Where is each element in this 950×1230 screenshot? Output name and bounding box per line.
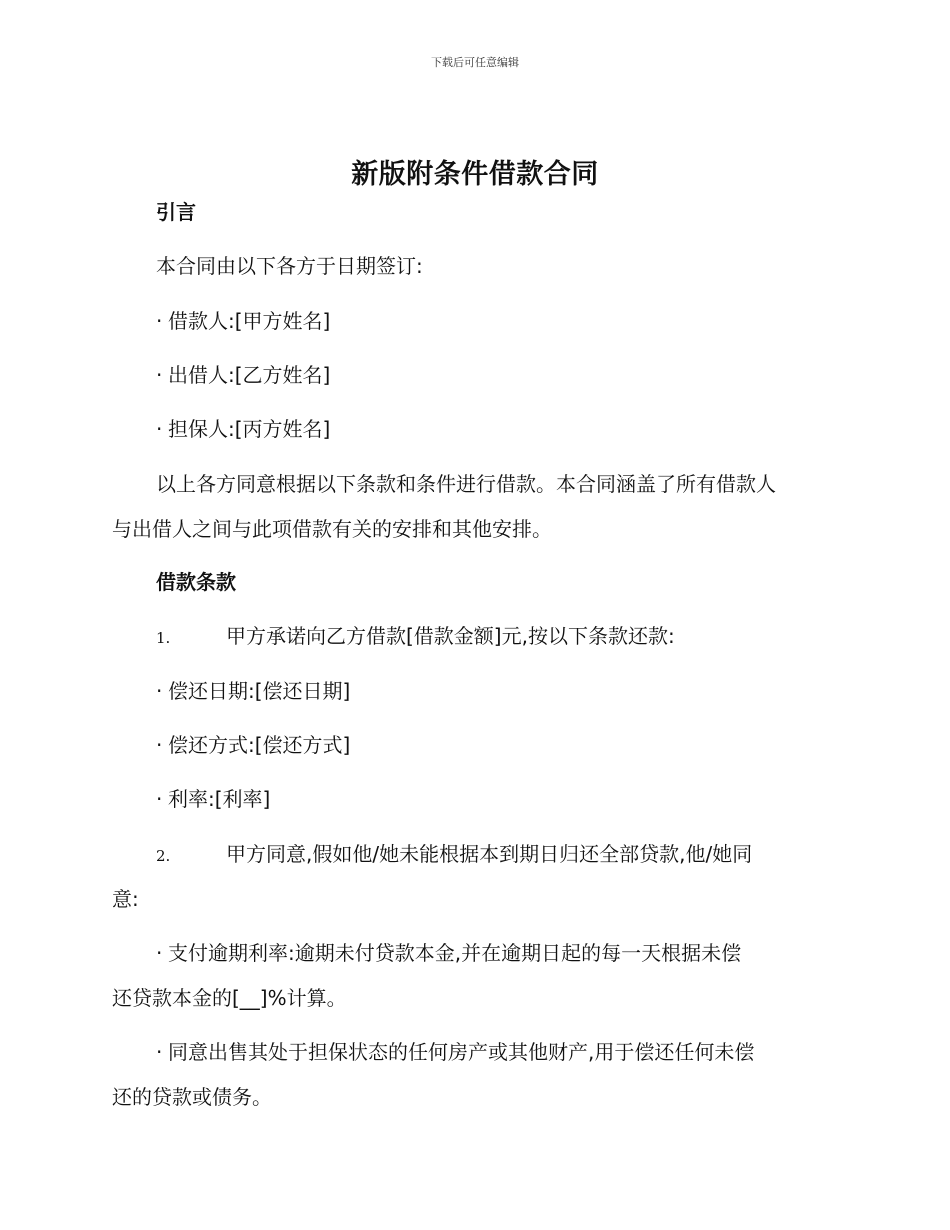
item-text: 偿还日期:[偿还日期] <box>168 679 351 703</box>
agreement-paragraph-line1: 以上各方同意根据以下条款和条件进行借款。本合同涵盖了所有借款人 <box>156 472 776 496</box>
bullet-icon: · <box>156 417 163 441</box>
clause-2-item-sell-line2: 还的贷款或债务。 <box>112 1085 272 1109</box>
intro-opening: 本合同由以下各方于日期签订: <box>156 254 423 278</box>
bullet-icon: · <box>156 1040 163 1064</box>
bullet-icon: · <box>156 733 163 757</box>
party-text: 担保人:[丙方姓名] <box>168 417 331 441</box>
section-heading-terms: 借款条款 <box>156 570 236 594</box>
bullet-icon: · <box>156 309 163 333</box>
clause-text: 甲方承诺向乙方借款[借款金额]元,按以下条款还款: <box>226 624 675 648</box>
item-text: 利率:[利率] <box>168 787 271 811</box>
clause-2-item-sell-line1 <box>156 1040 754 1064</box>
party-text: 借款人:[甲方姓名] <box>168 309 331 333</box>
agreement-paragraph-line2: 与出借人之间与此项借款有关的安排和其他安排。 <box>112 517 552 541</box>
clause-1-item-repay-date <box>156 679 350 703</box>
clause-text: 甲方同意,假如他/她未能根据本到期日归还全部贷款,他/她同 <box>226 842 753 866</box>
bullet-icon: · <box>156 679 163 703</box>
bullet-icon: · <box>156 363 163 387</box>
clause-number: 2. <box>156 847 171 865</box>
document-title: 新版附条件借款合同 <box>351 159 599 190</box>
bullet-icon: · <box>156 941 163 965</box>
clause-1 <box>156 624 675 650</box>
clause-1-item-rate <box>156 787 270 811</box>
clause-2-item-overdue-line1 <box>156 941 741 965</box>
clause-2 <box>156 842 752 868</box>
item-text: 偿还方式:[偿还方式] <box>168 733 351 757</box>
section-heading-intro: 引言 <box>156 200 196 224</box>
header-note: 下载后可任意编辑 <box>431 56 519 69</box>
clause-1-item-repay-method <box>156 733 350 757</box>
party-text: 出借人:[乙方姓名] <box>168 363 331 387</box>
item-text: 同意出售其处于担保状态的任何房产或其他财产,用于偿还任何未偿 <box>168 1040 755 1064</box>
item-text: 支付逾期利率:逾期未付贷款本金,并在逾期日起的每一天根据未偿 <box>168 941 742 965</box>
party-borrower <box>156 309 330 333</box>
clause-2-line2: 意: <box>112 887 139 911</box>
clause-number: 1. <box>156 629 171 647</box>
party-lender <box>156 363 330 387</box>
bullet-icon: · <box>156 787 163 811</box>
party-guarantor <box>156 417 330 441</box>
clause-2-item-overdue-line2: 还贷款本金的[__]%计算。 <box>112 986 347 1010</box>
